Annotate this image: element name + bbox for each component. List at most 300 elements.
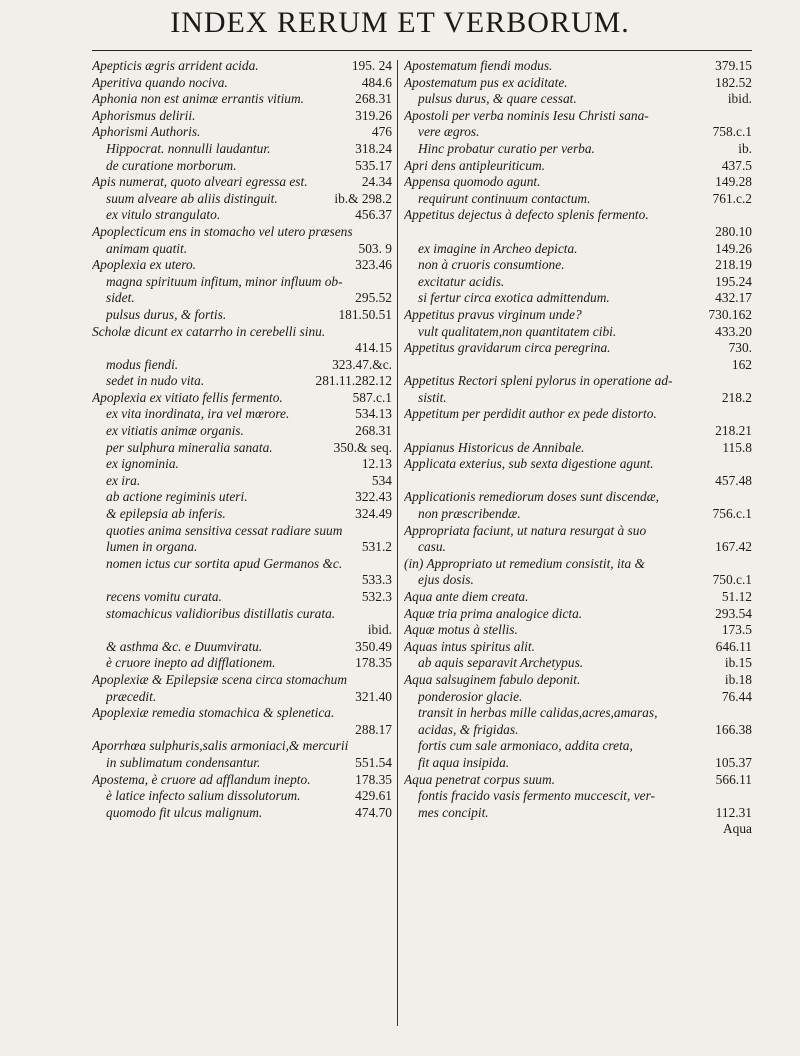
entry-line xyxy=(92,506,392,523)
entry-line xyxy=(404,772,752,789)
entry-text: sedet in nudo vita. xyxy=(106,373,205,389)
entry-text: Aqua penetrat corpus suum. xyxy=(404,771,556,787)
entry-line xyxy=(92,191,392,208)
entry-line xyxy=(404,572,752,589)
index-entry xyxy=(404,606,752,623)
entry-text: Hippocrat. nonnulli laudantur. xyxy=(106,140,271,156)
entry-line xyxy=(404,672,752,689)
entry-page-ref: ib. xyxy=(738,140,752,156)
entry-page-ref: 167.42 xyxy=(715,539,752,555)
entry-line xyxy=(404,340,752,357)
entry-text: Hinc probatur curatio per verba. xyxy=(418,140,595,156)
entry-text: Apostematum fiendi modus. xyxy=(404,58,553,73)
index-entry xyxy=(92,108,392,125)
entry-page-ref: 195. 24 xyxy=(351,58,392,73)
entry-page-ref: 730.162 xyxy=(708,306,752,322)
entry-line xyxy=(404,241,752,258)
entry-page-ref: 166.38 xyxy=(715,721,752,737)
entry-text: Appetitus pravus virginum unde? xyxy=(404,306,582,322)
entry-line xyxy=(404,224,752,241)
entry-text: vere ægros. xyxy=(418,124,480,140)
index-entry xyxy=(92,639,392,656)
entry-line xyxy=(404,689,752,706)
entry-line xyxy=(404,506,752,523)
entry-line xyxy=(92,357,392,374)
index-entry xyxy=(92,506,392,523)
entry-text: pulsus durus, & fortis. xyxy=(106,306,227,322)
entry-page-ref: 178.35 xyxy=(355,771,392,787)
entry-line xyxy=(404,58,752,75)
entry-line xyxy=(92,241,392,258)
entry-line xyxy=(404,788,752,805)
entry-text: Apoplecticum ens in stomacho vel utero præsens xyxy=(92,223,353,239)
entry-page-ref: 178.35 xyxy=(355,655,392,671)
entry-text: casu. xyxy=(418,539,446,555)
index-entry xyxy=(404,108,752,141)
index-entry xyxy=(92,91,392,108)
entry-line xyxy=(404,324,752,341)
entry-line xyxy=(92,158,392,175)
entry-line xyxy=(404,390,752,407)
entry-line xyxy=(404,489,752,506)
entry-line xyxy=(92,489,392,506)
entry-text: Apoplexia ex vitiato fellis fermento. xyxy=(92,389,283,405)
entry-page-ref: 268.31 xyxy=(355,423,392,439)
index-entry xyxy=(92,307,392,324)
entry-text: quoties anima sensitiva cessat radiare suum xyxy=(106,522,343,538)
entry-page-ref: ibid. xyxy=(727,91,752,107)
entry-text: ab actione regiminis uteri. xyxy=(106,489,248,505)
index-entry xyxy=(404,257,752,274)
entry-text: Scholæ dicunt ex catarrho in cerebelli sinu. xyxy=(92,323,326,339)
entry-text: suum alveare ab aliis distinguit. xyxy=(106,190,278,206)
index-entry xyxy=(404,373,752,406)
entry-line xyxy=(92,423,392,440)
index-entry xyxy=(404,672,752,689)
entry-line xyxy=(92,58,392,75)
entry-line xyxy=(404,556,752,573)
entry-text: Aperitiva quando nociva. xyxy=(92,74,228,90)
entry-page-ref: 24.34 xyxy=(361,174,392,190)
index-entry xyxy=(92,606,392,639)
entry-page-ref: 76.44 xyxy=(721,688,752,704)
entry-line xyxy=(404,755,752,772)
entry-page-ref: ib.18 xyxy=(724,671,752,687)
entry-text: Apoplexiæ & Epilepsiæ scena circa stomachum xyxy=(92,671,347,687)
entry-line xyxy=(92,390,392,407)
index-entry xyxy=(92,788,392,805)
index-entry xyxy=(404,821,752,838)
entry-line xyxy=(92,91,392,108)
entry-line xyxy=(404,373,752,390)
entry-text: de curatione morborum. xyxy=(106,157,237,173)
entry-line xyxy=(404,174,752,191)
entry-text: Aquæ tria prima analogice dicta. xyxy=(404,605,583,621)
entry-page-ref: 318.24 xyxy=(355,140,392,156)
index-entry xyxy=(92,556,392,589)
index-entry xyxy=(92,141,392,158)
entry-line xyxy=(404,606,752,623)
entry-line xyxy=(404,108,752,125)
entry-text: Apri dens antipleuriticum. xyxy=(404,157,545,173)
entry-line xyxy=(92,75,392,92)
index-entry xyxy=(404,689,752,706)
entry-line xyxy=(404,423,752,440)
entry-page-ref: 295.52 xyxy=(355,290,392,306)
entry-page-ref: 350.& seq. xyxy=(333,439,392,455)
entry-page-ref: 534 xyxy=(371,472,392,488)
entry-line xyxy=(404,655,752,672)
index-entry xyxy=(404,788,752,821)
entry-page-ref: 218.19 xyxy=(715,257,752,273)
entry-text: & asthma &c. e Duumviratu. xyxy=(106,638,263,654)
index-entry xyxy=(404,274,752,291)
entry-line xyxy=(92,373,392,390)
entry-text: non præscribendæ. xyxy=(418,506,521,522)
entry-page-ref: 323.47.&c. xyxy=(332,356,392,372)
entry-line xyxy=(92,655,392,672)
index-entry xyxy=(404,440,752,457)
entry-page-ref: 350.49 xyxy=(355,638,392,654)
entry-text: requirunt continuum contactum. xyxy=(418,190,591,206)
index-entry xyxy=(92,124,392,141)
entry-line xyxy=(404,440,752,457)
index-entry xyxy=(404,340,752,373)
entry-text: ex vitiatis animæ organis. xyxy=(106,423,244,439)
entry-line xyxy=(92,307,392,324)
entry-page-ref: 551.54 xyxy=(355,754,392,770)
entry-page-ref: 474.70 xyxy=(355,804,392,820)
entry-line xyxy=(404,207,752,224)
entry-text: Appetitus gravidarum circa peregrina. xyxy=(404,340,611,356)
entry-line xyxy=(92,340,392,357)
entry-page-ref: 293.54 xyxy=(715,605,752,621)
entry-page-ref: 758.c.1 xyxy=(712,124,752,140)
entry-text: sidet. xyxy=(106,290,135,306)
entry-page-ref: 750.c.1 xyxy=(712,572,752,588)
entry-text: si fertur circa exotica admittendum. xyxy=(418,290,610,306)
entry-line xyxy=(404,589,752,606)
index-entry xyxy=(92,58,392,75)
index-entry xyxy=(404,75,752,92)
entry-text: Aqua ante diem creata. xyxy=(404,589,529,604)
entry-line xyxy=(404,91,752,108)
entry-line xyxy=(92,572,392,589)
entry-line xyxy=(92,622,392,639)
entry-page-ref: 531.2 xyxy=(361,539,392,555)
entry-page-ref: ib.15 xyxy=(724,655,752,671)
index-entry xyxy=(404,158,752,175)
entry-text: fit aqua insipida. xyxy=(418,754,510,770)
entry-line xyxy=(404,357,752,374)
entry-text: ex vita inordinata, ira vel mœrore. xyxy=(106,406,290,422)
entry-text: Applicationis remediorum doses sunt discendæ, xyxy=(404,489,660,505)
entry-page-ref: 433.20 xyxy=(715,323,752,339)
entry-line xyxy=(92,440,392,457)
entry-text: ex ignominia. xyxy=(106,456,179,472)
entry-text: ab aquis separavit Archetypus. xyxy=(418,655,584,671)
entry-text: magna spirituum infitum, minor influum ob- xyxy=(106,273,343,289)
index-entry xyxy=(92,772,392,789)
index-entry xyxy=(92,257,392,274)
entry-page-ref: 218.2 xyxy=(721,389,752,405)
entry-text: Aporrhœa sulphuris,salis armoniaci,& mercurii xyxy=(92,738,349,754)
entry-line xyxy=(92,788,392,805)
index-entry xyxy=(92,523,392,556)
entry-text: Appensa quomodo agunt. xyxy=(404,174,541,190)
entry-line xyxy=(404,821,752,838)
index-entry xyxy=(92,373,392,390)
header-rule xyxy=(92,50,752,51)
index-entry xyxy=(404,406,752,439)
entry-page-ref: 322.43 xyxy=(355,489,392,505)
entry-text: Applicata exterius, sub sexta digestione agunt. xyxy=(404,456,654,472)
entry-text: acidas, & frigidas. xyxy=(418,721,519,737)
entry-text: pulsus durus, & quare cessat. xyxy=(418,91,577,107)
entry-line xyxy=(404,622,752,639)
entry-page-ref: 105.37 xyxy=(715,754,752,770)
entry-line xyxy=(404,722,752,739)
entry-line xyxy=(92,224,392,241)
entry-page-ref: 456.37 xyxy=(355,207,392,223)
entry-line xyxy=(92,539,392,556)
entry-line xyxy=(92,805,392,822)
index-entry xyxy=(92,174,392,207)
entry-page-ref: 534.13 xyxy=(355,406,392,422)
entry-page-ref: 112.31 xyxy=(715,804,752,820)
index-entry xyxy=(404,174,752,191)
entry-page-ref: 281.11.282.12 xyxy=(315,373,392,389)
index-entry xyxy=(92,357,392,374)
entry-page-ref: ibid. xyxy=(367,622,392,638)
index-entry xyxy=(92,456,392,473)
index-entry xyxy=(92,324,392,357)
index-entry xyxy=(92,224,392,257)
entry-line xyxy=(92,606,392,623)
index-entry xyxy=(404,58,752,75)
entry-text: Apostematum pus ex aciditate. xyxy=(404,74,568,90)
entry-line xyxy=(404,158,752,175)
entry-page-ref: 268.31 xyxy=(355,91,392,107)
entry-page-ref: 429.61 xyxy=(355,788,392,804)
entry-line xyxy=(92,290,392,307)
entry-text: quomodo fit ulcus malignum. xyxy=(106,804,263,820)
entry-text: fontis fracido vasis fermento muccescit, ver- xyxy=(418,788,655,804)
left-column xyxy=(92,58,392,821)
entry-text: è latice infecto salium dissolutorum. xyxy=(106,788,301,804)
entry-page-ref: 756.c.1 xyxy=(712,506,752,522)
entry-text: Appetitus dejectus à defecto splenis fermento. xyxy=(404,207,649,223)
entry-page-ref: 646.11 xyxy=(715,638,752,654)
entry-text: mes concipit. xyxy=(418,804,489,820)
entry-page-ref: 437.5 xyxy=(721,157,752,173)
index-entry xyxy=(92,75,392,92)
index-entry xyxy=(404,489,752,522)
entry-page-ref: 218.21 xyxy=(715,423,752,439)
entry-page-ref: 195.24 xyxy=(715,273,752,289)
page-header: INDEX RERUM ET VERBORUM. xyxy=(170,6,630,39)
entry-line xyxy=(404,639,752,656)
index-entry xyxy=(404,207,752,240)
entry-page-ref: 324.49 xyxy=(355,506,392,522)
entry-line xyxy=(92,722,392,739)
index-entry xyxy=(92,738,392,771)
entry-page-ref: 761.c.2 xyxy=(712,190,752,206)
entry-line xyxy=(92,523,392,540)
entry-page-ref: 432.17 xyxy=(715,290,752,306)
entry-text: vult qualitatem,non quantitatem cibi. xyxy=(418,323,617,339)
index-entry xyxy=(404,639,752,656)
index-entry xyxy=(404,772,752,789)
index-entry xyxy=(404,241,752,258)
index-entry xyxy=(92,589,392,606)
entry-page-ref: 321.40 xyxy=(355,688,392,704)
entry-page-ref: 12.13 xyxy=(361,456,392,472)
entry-page-ref: 280.10 xyxy=(715,223,752,239)
entry-text: Aphonia non est animæ errantis vitium. xyxy=(92,91,305,107)
entry-line xyxy=(92,274,392,291)
entry-text: Apostoli per verba nominis Iesu Christi sana- xyxy=(404,107,649,123)
entry-line xyxy=(92,207,392,224)
entry-line xyxy=(92,556,392,573)
entry-page-ref: 533.3 xyxy=(361,572,392,588)
entry-line xyxy=(92,174,392,191)
entry-line xyxy=(92,456,392,473)
entry-page-ref: 288.17 xyxy=(355,721,392,737)
entry-page-ref: 535.17 xyxy=(355,157,392,173)
entry-line xyxy=(92,589,392,606)
entry-text: in sublimatum condensantur. xyxy=(106,754,261,770)
index-entry xyxy=(92,390,392,407)
entry-text: Apepticis ægris arrident acida. xyxy=(92,58,259,73)
entry-page-ref: 173.5 xyxy=(721,622,752,638)
entry-text: (in) Appropriato ut remedium consistit, ita & xyxy=(404,555,645,571)
entry-text: Aqua salsuginem fabulo deponit. xyxy=(404,671,581,687)
entry-line xyxy=(404,456,752,473)
entry-text: & epilepsia ab inferis. xyxy=(106,506,226,522)
entry-text: Apis numerat, quoto alveari egressa est. xyxy=(92,174,308,190)
entry-text: Apoplexiæ remedia stomachica & splenetica. xyxy=(92,705,335,721)
entry-line xyxy=(404,705,752,722)
index-entry xyxy=(404,556,752,589)
entry-line xyxy=(92,406,392,423)
index-entry xyxy=(92,672,392,705)
entry-line xyxy=(92,738,392,755)
entry-line xyxy=(92,141,392,158)
entry-page-ref: 566.11 xyxy=(715,771,752,787)
entry-text: Appetitum per perdidit author ex pede distorto. xyxy=(404,406,657,422)
entry-line xyxy=(92,689,392,706)
entry-line xyxy=(404,473,752,490)
index-entry xyxy=(404,738,752,771)
entry-line xyxy=(404,406,752,423)
entry-line xyxy=(404,539,752,556)
entry-text: Appropriata faciunt, ut natura resurgat à suo xyxy=(404,522,647,538)
entry-text: Aphorismi Authoris. xyxy=(92,124,201,140)
entry-text: è cruore inepto ad difflationem. xyxy=(106,655,276,671)
index-entry xyxy=(404,324,752,341)
entry-text: Appetitus Rectori spleni pylorus in operatione ad- xyxy=(404,373,673,389)
index-entry xyxy=(92,705,392,738)
entry-page-ref: 379.15 xyxy=(715,58,752,73)
entry-line xyxy=(404,290,752,307)
entry-page-ref: 532.3 xyxy=(361,589,392,604)
index-entry xyxy=(92,274,392,307)
entry-text: Aphorismus delirii. xyxy=(92,107,196,123)
index-entry xyxy=(92,207,392,224)
index-entry xyxy=(92,655,392,672)
entry-text: Aquas intus spiritus alit. xyxy=(404,638,535,654)
entry-text: præcedit. xyxy=(106,688,157,704)
entry-line xyxy=(404,75,752,92)
entry-line xyxy=(92,324,392,341)
entry-page-ref: 587.c.1 xyxy=(352,389,392,405)
entry-page-ref: 414.15 xyxy=(355,340,392,356)
index-entry xyxy=(92,805,392,822)
entry-line xyxy=(404,523,752,540)
entry-line xyxy=(404,124,752,141)
entry-text: ex vitulo strangulato. xyxy=(106,207,221,223)
entry-line xyxy=(92,772,392,789)
entry-page-ref: 476 xyxy=(371,124,392,140)
entry-text: Apoplexia ex utero. xyxy=(92,257,196,273)
entry-line xyxy=(404,141,752,158)
entry-line xyxy=(92,257,392,274)
entry-text: ejus dosis. xyxy=(418,572,474,588)
entry-page-ref: 484.6 xyxy=(361,74,392,90)
entry-text: transit in herbas mille calidas,acres,amaras, xyxy=(418,705,658,721)
entry-text: recens vomitu curata. xyxy=(106,589,222,604)
index-entry xyxy=(92,406,392,423)
entry-line xyxy=(92,639,392,656)
entry-line xyxy=(92,108,392,125)
index-entry xyxy=(404,456,752,489)
entry-page-ref: Aqua xyxy=(722,821,752,837)
entry-page-ref: 319.26 xyxy=(355,107,392,123)
entry-line xyxy=(404,274,752,291)
entry-text: ex imagine in Archeo depicta. xyxy=(418,240,578,256)
entry-line xyxy=(404,805,752,822)
entry-text: nomen ictus cur sortita apud Germanos &c. xyxy=(106,555,343,571)
entry-line xyxy=(92,672,392,689)
entry-text: sistit. xyxy=(418,389,447,405)
entry-text: animam quatit. xyxy=(106,240,188,256)
right-column xyxy=(404,58,752,838)
entry-page-ref: 457.48 xyxy=(715,472,752,488)
index-entry xyxy=(404,523,752,556)
index-entry xyxy=(404,655,752,672)
entry-text: stomachicus validioribus distillatis curata. xyxy=(106,605,336,621)
entry-page-ref: ib.& 298.2 xyxy=(334,190,392,206)
entry-line xyxy=(404,257,752,274)
entry-page-ref: 181.50.51 xyxy=(338,306,392,322)
index-entry xyxy=(92,473,392,490)
entry-text: non à cruoris consumtione. xyxy=(418,257,565,273)
index-entry xyxy=(404,622,752,639)
entry-text: Apostema, è cruore ad afflandum inepto. xyxy=(92,771,311,787)
entry-line xyxy=(404,738,752,755)
index-entry xyxy=(92,440,392,457)
entry-text: excitatur acidis. xyxy=(418,273,505,289)
entry-page-ref: 149.26 xyxy=(715,240,752,256)
index-entry xyxy=(404,141,752,158)
index-entry xyxy=(404,191,752,208)
index-entry xyxy=(404,290,752,307)
entry-text: lumen in organa. xyxy=(106,539,198,555)
column-divider xyxy=(397,60,398,1026)
entry-page-ref: 162 xyxy=(731,356,752,372)
entry-page-ref: 730. xyxy=(728,340,752,356)
